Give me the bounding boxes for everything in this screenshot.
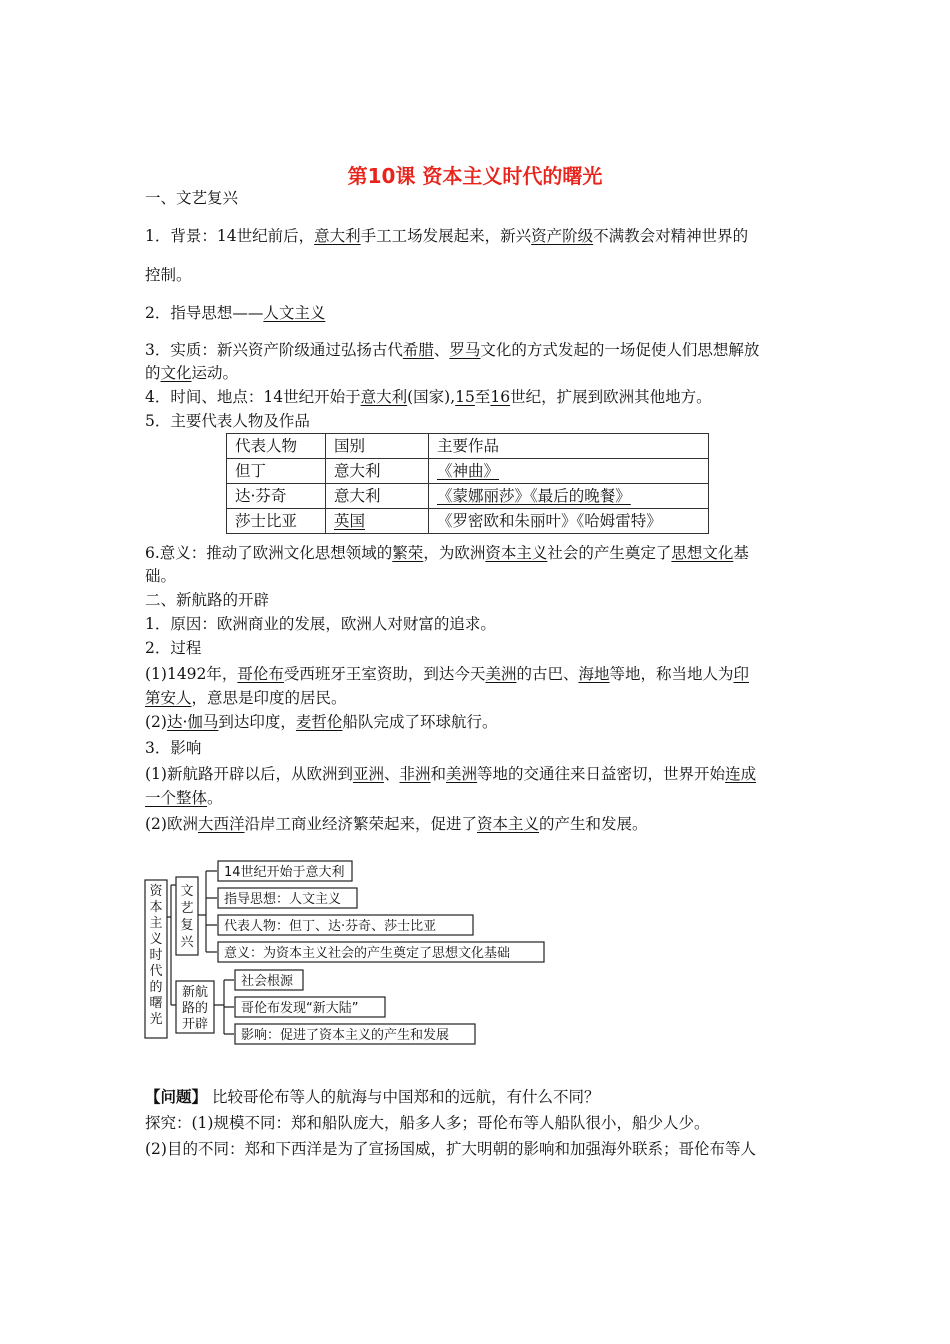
branch1-char: 文 bbox=[180, 884, 194, 899]
table-cell-country: 意大利 bbox=[326, 459, 429, 484]
table-header-row bbox=[227, 434, 709, 459]
table-cell-works: 《罗密欧和朱丽叶》《哈姆雷特》 bbox=[429, 509, 709, 534]
leaf-text: 意义：为资本主义社会的产生奠定了思想文化基础 bbox=[224, 946, 511, 961]
root-char: 义 bbox=[149, 932, 163, 947]
root-char: 本 bbox=[149, 900, 163, 915]
section-2-heading: 二、新航路的开辟 bbox=[145, 591, 270, 609]
branch1-connector bbox=[198, 871, 217, 952]
essence-line-2: 的文化运动。 bbox=[145, 364, 239, 382]
branch2-connector bbox=[214, 980, 234, 1034]
branch2-label bbox=[182, 985, 208, 1032]
root-char: 的 bbox=[149, 980, 163, 995]
question-line: 【问题】 比较哥伦布等人的航海与中国郑和的远航，有什么不同？ bbox=[145, 1087, 600, 1106]
root-char: 代 bbox=[149, 964, 163, 979]
background-line-2: 控制。 bbox=[145, 266, 192, 284]
table-cell-country: 英国 bbox=[326, 509, 429, 534]
table-cell-works: 《蒙娜丽莎》《最后的晚餐》 bbox=[429, 484, 709, 509]
process-heading: 2．过程 bbox=[145, 639, 202, 657]
impact-heading: 3．影响 bbox=[145, 739, 202, 757]
leaf-text: 指导思想：人文主义 bbox=[224, 892, 342, 907]
leaf-text: 社会根源 bbox=[241, 974, 294, 989]
cause-line: 1．原因：欧洲商业的发展，欧洲人对财富的追求。 bbox=[145, 615, 496, 633]
table-cell-person: 莎士比亚 bbox=[227, 509, 326, 534]
significance-line: 6.意义：推动了欧洲文化思想领域的繁荣，为欧洲资本主义社会的产生奠定了思想文化基 bbox=[145, 544, 749, 562]
leaf-text: 影响：促进了资本主义的产生和发展 bbox=[241, 1028, 450, 1043]
lesson-title: 第10课 资本主义时代的曙光 bbox=[347, 164, 603, 188]
leaf-text: 14世纪开始于意大利 bbox=[224, 865, 345, 880]
concept-map bbox=[140, 855, 560, 1055]
root-connector bbox=[167, 885, 176, 1005]
essence-line: 3．实质：新兴资产阶级通过弘扬古代希腊、罗马文化的方式发起的一场促使人们思想解放 bbox=[145, 341, 760, 359]
process-2-line: (2)达·伽马到达印度，麦哲伦船队完成了环球航行。 bbox=[145, 713, 498, 731]
root-char: 主 bbox=[149, 916, 163, 931]
table-header: 国别 bbox=[326, 434, 429, 459]
table-header: 主要作品 bbox=[429, 434, 709, 459]
impact-1-line: (1)新航路开辟以后，从欧洲到亚洲、非洲和美洲等地的交通往来日益密切，世界开始连成 bbox=[145, 765, 757, 783]
branch1-char: 兴 bbox=[180, 935, 194, 950]
background-line: 1．背景：14世纪前后，意大利手工工场发展起来，新兴资产阶级不满教会对精神世界的 bbox=[145, 227, 749, 245]
answer-line-1: 探究：(1)规模不同：郑和船队庞大，船多人多；哥伦布等人船队很小，船少人少。 bbox=[145, 1114, 710, 1132]
root-char: 光 bbox=[149, 1012, 163, 1027]
root-char: 时 bbox=[149, 948, 163, 963]
table-cell-person: 达·芬奇 bbox=[227, 484, 326, 509]
process-1-line-2: 第安人，意思是印度的居民。 bbox=[145, 689, 347, 707]
branch1-char: 复 bbox=[180, 918, 194, 933]
impact-2-line: (2)欧洲大西洋沿岸工商业经济繁荣起来，促进了资本主义的产生和发展。 bbox=[145, 815, 648, 833]
table-row bbox=[227, 484, 709, 509]
branch2-line: 路的 bbox=[181, 1001, 209, 1016]
branch2-line: 开辟 bbox=[181, 1017, 209, 1032]
root-label bbox=[149, 883, 163, 1027]
root-char: 曙 bbox=[149, 996, 163, 1011]
table-row bbox=[227, 459, 709, 484]
table-cell-person: 但丁 bbox=[227, 459, 326, 484]
answer-line-2: (2)目的不同：郑和下西洋是为了宣扬国威，扩大明朝的影响和加强海外联系；哥伦布等人 bbox=[145, 1140, 756, 1158]
question-label: 【问题】 bbox=[145, 1087, 208, 1106]
branch1-char: 艺 bbox=[180, 901, 194, 916]
table-cell-country: 意大利 bbox=[326, 484, 429, 509]
table-row bbox=[227, 509, 709, 534]
table-cell-works: 《神曲》 bbox=[429, 459, 709, 484]
time-place-line: 4．时间、地点：14世纪开始于意大利(国家),15至16世纪，扩展到欧洲其他地方。 bbox=[145, 388, 712, 406]
significance-line-2: 础。 bbox=[145, 567, 177, 585]
branch2-line: 新航 bbox=[181, 985, 209, 1000]
leaf-text: 哥伦布发现“新大陆” bbox=[241, 1001, 359, 1016]
table-header: 代表人物 bbox=[227, 434, 326, 459]
impact-1-line-2: 一个整体。 bbox=[145, 789, 223, 807]
representatives-table bbox=[226, 433, 709, 534]
root-char: 资 bbox=[149, 884, 163, 899]
guiding-thought-line: 2．指导思想——人文主义 bbox=[145, 304, 326, 322]
section-1-heading: 一、文艺复兴 bbox=[145, 189, 239, 207]
process-1-line: (1)1492年，哥伦布受西班牙王室资助，到达今天美洲的古巴、海地等地，称当地人为印 bbox=[145, 665, 750, 683]
branch1-label bbox=[180, 884, 194, 950]
representatives-line: 5．主要代表人物及作品 bbox=[145, 412, 310, 430]
leaf-text: 代表人物：但丁、达·芬奇、莎士比亚 bbox=[224, 919, 437, 934]
